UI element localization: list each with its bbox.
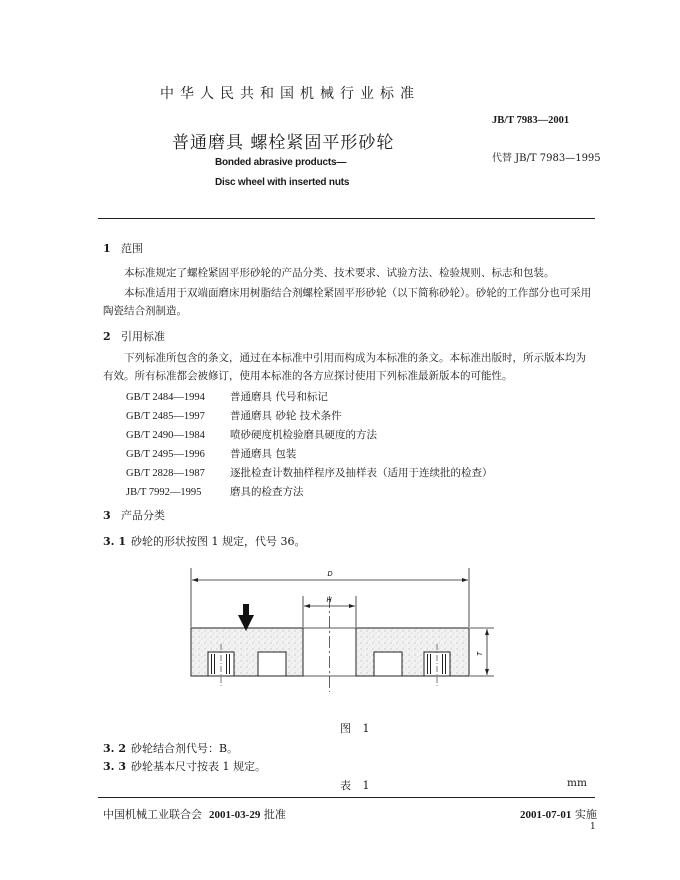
section-title: 引用标准 [121, 330, 165, 343]
english-title-line2: Disc wheel with inserted nuts [215, 177, 350, 188]
clause-3-2 [103, 740, 238, 756]
table-unit: mm [567, 777, 587, 789]
approval-word: 批准 [263, 808, 286, 821]
reference-code: GB/T 2828—1987 [126, 468, 205, 479]
wheel-section-right [356, 628, 469, 676]
reference-code: GB/T 2484—1994 [126, 392, 205, 403]
section-title: 产品分类 [121, 509, 165, 522]
section-number: 1 [103, 242, 111, 255]
implementation-date: 2001-07-01 [520, 809, 572, 821]
reference-title: 普通磨具 包装 [230, 448, 297, 460]
nut-hatching [210, 654, 216, 674]
page-number: 1 [590, 822, 596, 832]
arrow-shaft [243, 604, 249, 616]
table-caption: 表 1 [340, 779, 374, 792]
clause-number: 3. 2 [103, 742, 126, 755]
arrowhead [349, 604, 355, 608]
reference-title: 喷砂硬度机检验磨具硬度的方法 [230, 429, 377, 441]
reference-code: GB/T 2495—1996 [126, 449, 205, 460]
dimension-label-t: T [477, 651, 484, 657]
arrowhead [304, 604, 310, 608]
section-number: 2 [103, 330, 111, 343]
section-1-paragraph-2: 本标准适用于双端面磨床用树脂结合剂螺栓紧固平形砂轮（以下简称砂轮）。砂轮的工作部分也可采用陶瓷结合剂制造。 [103, 287, 592, 317]
main-title: 普通磨具 螺栓紧固平形砂轮 [172, 133, 395, 153]
section-2-paragraph-1: 下列标准所包含的条文，通过在本标准中引用而构成为本标准的条文。本标准出版时，所示版本均为有效。所有标准都会被修订，使用本标准的各方应探讨使用下列标准最新版本的可能性。 [103, 352, 586, 382]
replaces-note: 代替 JB/T 7983—1995 [492, 153, 601, 164]
reference-title: 普通磨具 砂轮 技术条件 [230, 410, 342, 422]
footer-implementation [520, 806, 597, 822]
inserted-nut [374, 652, 402, 676]
arrowhead [192, 578, 198, 582]
approval-date: 2001-03-29 [209, 809, 261, 821]
arrowhead [485, 669, 489, 675]
section-number: 3 [103, 509, 111, 522]
inserted-nut [258, 652, 286, 676]
reference-code: GB/T 2490—1984 [126, 430, 205, 441]
reference-title: 逐批检查计数抽样程序及抽样表（适用于连续批的检查） [230, 467, 493, 479]
nut-hatching [426, 654, 432, 674]
english-title-line1: Bonded abrasive products— [215, 157, 347, 168]
issuer: 中国机械工业联合会 [103, 808, 202, 821]
nut-hatching [442, 654, 448, 674]
figure-caption: 图 1 [340, 722, 374, 735]
clause-text: 砂轮结合剂代号：B。 [131, 742, 239, 755]
footer-rule [98, 797, 595, 798]
standard-number: JB/T 7983—2001 [492, 115, 570, 126]
clause-3-3 [103, 758, 266, 774]
reference-title: 磨具的检查方法 [230, 486, 304, 498]
clause-text: 砂轮基本尺寸按表 1 规定。 [131, 760, 266, 773]
nut-hatching [226, 654, 232, 674]
implementation-word: 实施 [574, 808, 597, 821]
dimension-label-h: H [326, 597, 332, 604]
reference-code: GB/T 2485—1997 [126, 411, 205, 422]
clause-text: 砂轮的形状按图 1 规定，代号 36。 [131, 535, 306, 548]
clause-number: 3. 3 [103, 760, 126, 773]
dimension-label-d: D [327, 571, 333, 578]
clause-number: 3. 1 [103, 535, 126, 548]
standard-title: 中华人民共和国机械行业标准 [160, 86, 420, 102]
reference-title: 普通磨具 代号和标记 [230, 391, 328, 403]
arrowhead [462, 578, 468, 582]
section-title: 范围 [121, 242, 143, 255]
footer-approval [103, 806, 286, 822]
arrowhead [485, 629, 489, 635]
section-1-paragraph-1: 本标准规定了螺栓紧固平形砂轮的产品分类、技术要求、试验方法、检验规则、标志和包装。 [124, 267, 555, 279]
reference-code: JB/T 7992—1995 [126, 487, 202, 498]
